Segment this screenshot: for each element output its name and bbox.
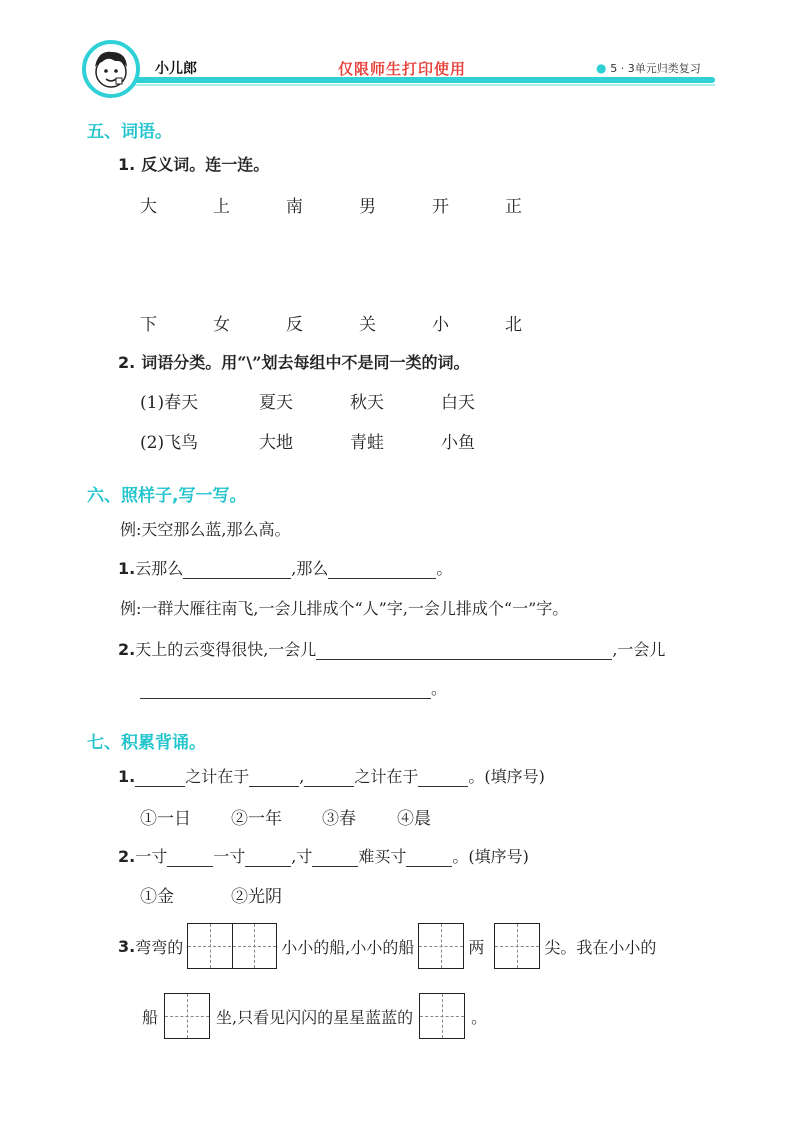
answer-blank[interactable] bbox=[418, 768, 468, 787]
s7-q3-text-a: 弯弯的 bbox=[135, 937, 184, 957]
s7-q3-text-f: 坐,只看见闪闪的星星蓝蓝的 bbox=[216, 1007, 414, 1027]
s7-q2-text-b: 一寸 bbox=[213, 847, 246, 866]
antonym-bottom-word[interactable]: 关 bbox=[359, 315, 376, 335]
answer-blank[interactable] bbox=[304, 768, 354, 787]
antonym-bottom-word[interactable]: 下 bbox=[140, 315, 157, 335]
tianzige-box[interactable] bbox=[164, 993, 210, 1039]
s6-q2-text-b: ,一会儿 bbox=[612, 640, 666, 659]
s5-q1-number: 1. bbox=[118, 155, 136, 174]
s7-q1-option: ①一日 bbox=[140, 809, 191, 829]
antonym-top-word[interactable]: 开 bbox=[432, 197, 449, 217]
s7-q2-option: ②光阴 bbox=[231, 887, 282, 907]
s5-q1-text: 反义词。连一连。 bbox=[141, 155, 270, 174]
answer-blank[interactable] bbox=[312, 848, 358, 867]
s6-q2-text-a: 天上的云变得很快,一会儿 bbox=[135, 640, 317, 659]
s6-q1-text-b: ,那么 bbox=[291, 559, 329, 578]
group1-word[interactable]: 夏天 bbox=[259, 393, 293, 413]
example-1: 例:天空那么蓝,那么高。 bbox=[120, 520, 291, 539]
s7-q2 bbox=[118, 844, 529, 867]
answer-blank[interactable] bbox=[140, 680, 431, 699]
s7-q1-option: ③春 bbox=[322, 809, 356, 829]
s5-q1 bbox=[118, 152, 269, 175]
group2-word[interactable]: (2)飞鸟 bbox=[140, 433, 199, 453]
s7-q3-text-d: 尖。我在小小的 bbox=[544, 937, 657, 957]
s6-q1 bbox=[118, 556, 452, 579]
s6-q2 bbox=[118, 637, 665, 660]
boy-mascot-icon bbox=[82, 40, 140, 98]
antonym-bottom-word[interactable]: 女 bbox=[213, 315, 230, 335]
s7-q2-text-d: 难买寸 bbox=[358, 847, 407, 866]
s6-q2-line2 bbox=[140, 676, 447, 699]
s7-q3-text-g: 。 bbox=[471, 1007, 488, 1027]
s7-q3-line1 bbox=[118, 922, 656, 970]
unit-label: 5 · 3单元归类复习 bbox=[610, 62, 701, 75]
tianzige-box[interactable] bbox=[494, 923, 540, 969]
s7-q1-text-d: 。(填序号) bbox=[468, 767, 545, 786]
s7-q1-number: 1. bbox=[118, 767, 136, 786]
antonym-bottom-word[interactable]: 反 bbox=[286, 315, 303, 335]
s6-q2-number: 2. bbox=[118, 640, 136, 659]
section-5-title: 五、词语。 bbox=[87, 122, 172, 142]
s7-q2-option: ①金 bbox=[140, 887, 174, 907]
s5-q2 bbox=[118, 350, 469, 373]
antonym-top-word[interactable]: 大 bbox=[140, 197, 157, 217]
group2-word[interactable]: 小鱼 bbox=[441, 433, 475, 453]
answer-blank[interactable] bbox=[135, 768, 185, 787]
s5-q2-text: 词语分类。用“\”划去每组中不是同一类的词。 bbox=[141, 353, 470, 372]
tianzige-box[interactable] bbox=[419, 993, 465, 1039]
header-rule-thin bbox=[95, 84, 715, 86]
s7-q1-option: ④晨 bbox=[397, 809, 431, 829]
s5-q2-number: 2. bbox=[118, 353, 136, 372]
s7-q1-text-c: 之计在于 bbox=[354, 767, 419, 786]
group1-word[interactable]: 白天 bbox=[441, 393, 475, 413]
brand-name: 小儿郎 bbox=[155, 61, 197, 77]
s7-q1 bbox=[118, 764, 545, 787]
unit-info bbox=[596, 60, 701, 76]
s6-q1-number: 1. bbox=[118, 559, 136, 578]
s6-q2-text-c: 。 bbox=[431, 679, 448, 698]
tianzige-box-2char[interactable] bbox=[187, 923, 277, 969]
answer-blank[interactable] bbox=[406, 848, 452, 867]
print-notice: 仅限师生打印使用 bbox=[338, 60, 467, 78]
antonym-top-word[interactable]: 正 bbox=[505, 197, 522, 217]
s7-q1-text-a: 之计在于 bbox=[185, 767, 250, 786]
antonym-bottom-word[interactable]: 北 bbox=[505, 315, 522, 335]
answer-blank[interactable] bbox=[249, 768, 299, 787]
s7-q2-number: 2. bbox=[118, 847, 136, 866]
group2-word[interactable]: 青蛙 bbox=[350, 433, 384, 453]
antonym-top-word[interactable]: 上 bbox=[213, 197, 230, 217]
group1-word[interactable]: 秋天 bbox=[350, 393, 384, 413]
answer-blank[interactable] bbox=[167, 848, 213, 867]
group1-word[interactable]: (1)春天 bbox=[140, 393, 199, 413]
tianzige-box[interactable] bbox=[418, 923, 464, 969]
s7-q3-line2 bbox=[142, 992, 487, 1040]
section-6-title: 六、照样子,写一写。 bbox=[87, 486, 247, 506]
s7-q1-text-b: , bbox=[299, 767, 305, 786]
antonym-top-word[interactable]: 男 bbox=[359, 197, 376, 217]
s6-q1-text-a: 云那么 bbox=[135, 559, 184, 578]
s7-q3-text-c: 两 bbox=[468, 937, 485, 957]
s7-q2-text-c: ,寸 bbox=[291, 847, 313, 866]
s7-q1-option: ②一年 bbox=[231, 809, 282, 829]
s7-q2-text-e: 。(填序号) bbox=[452, 847, 529, 866]
answer-blank[interactable] bbox=[183, 560, 291, 579]
s7-q3-text-e: 船 bbox=[142, 1007, 159, 1027]
answer-blank[interactable] bbox=[316, 641, 612, 660]
antonym-bottom-word[interactable]: 小 bbox=[432, 315, 449, 335]
answer-blank[interactable] bbox=[245, 848, 291, 867]
s7-q3-number: 3. bbox=[118, 936, 136, 956]
answer-blank[interactable] bbox=[328, 560, 436, 579]
s7-q3-text-b: 小小的船,小小的船 bbox=[281, 937, 415, 957]
section-7-title: 七、积累背诵。 bbox=[87, 733, 206, 753]
group2-word[interactable]: 大地 bbox=[259, 433, 293, 453]
s7-q2-text-a: 一寸 bbox=[135, 847, 168, 866]
antonym-top-word[interactable]: 南 bbox=[286, 197, 303, 217]
example-2: 例:一群大雁往南飞,一会儿排成个“人”字,一会儿排成个“一”字。 bbox=[120, 599, 569, 618]
s6-q1-text-c: 。 bbox=[436, 559, 453, 578]
bullet-icon: ● bbox=[596, 61, 611, 75]
